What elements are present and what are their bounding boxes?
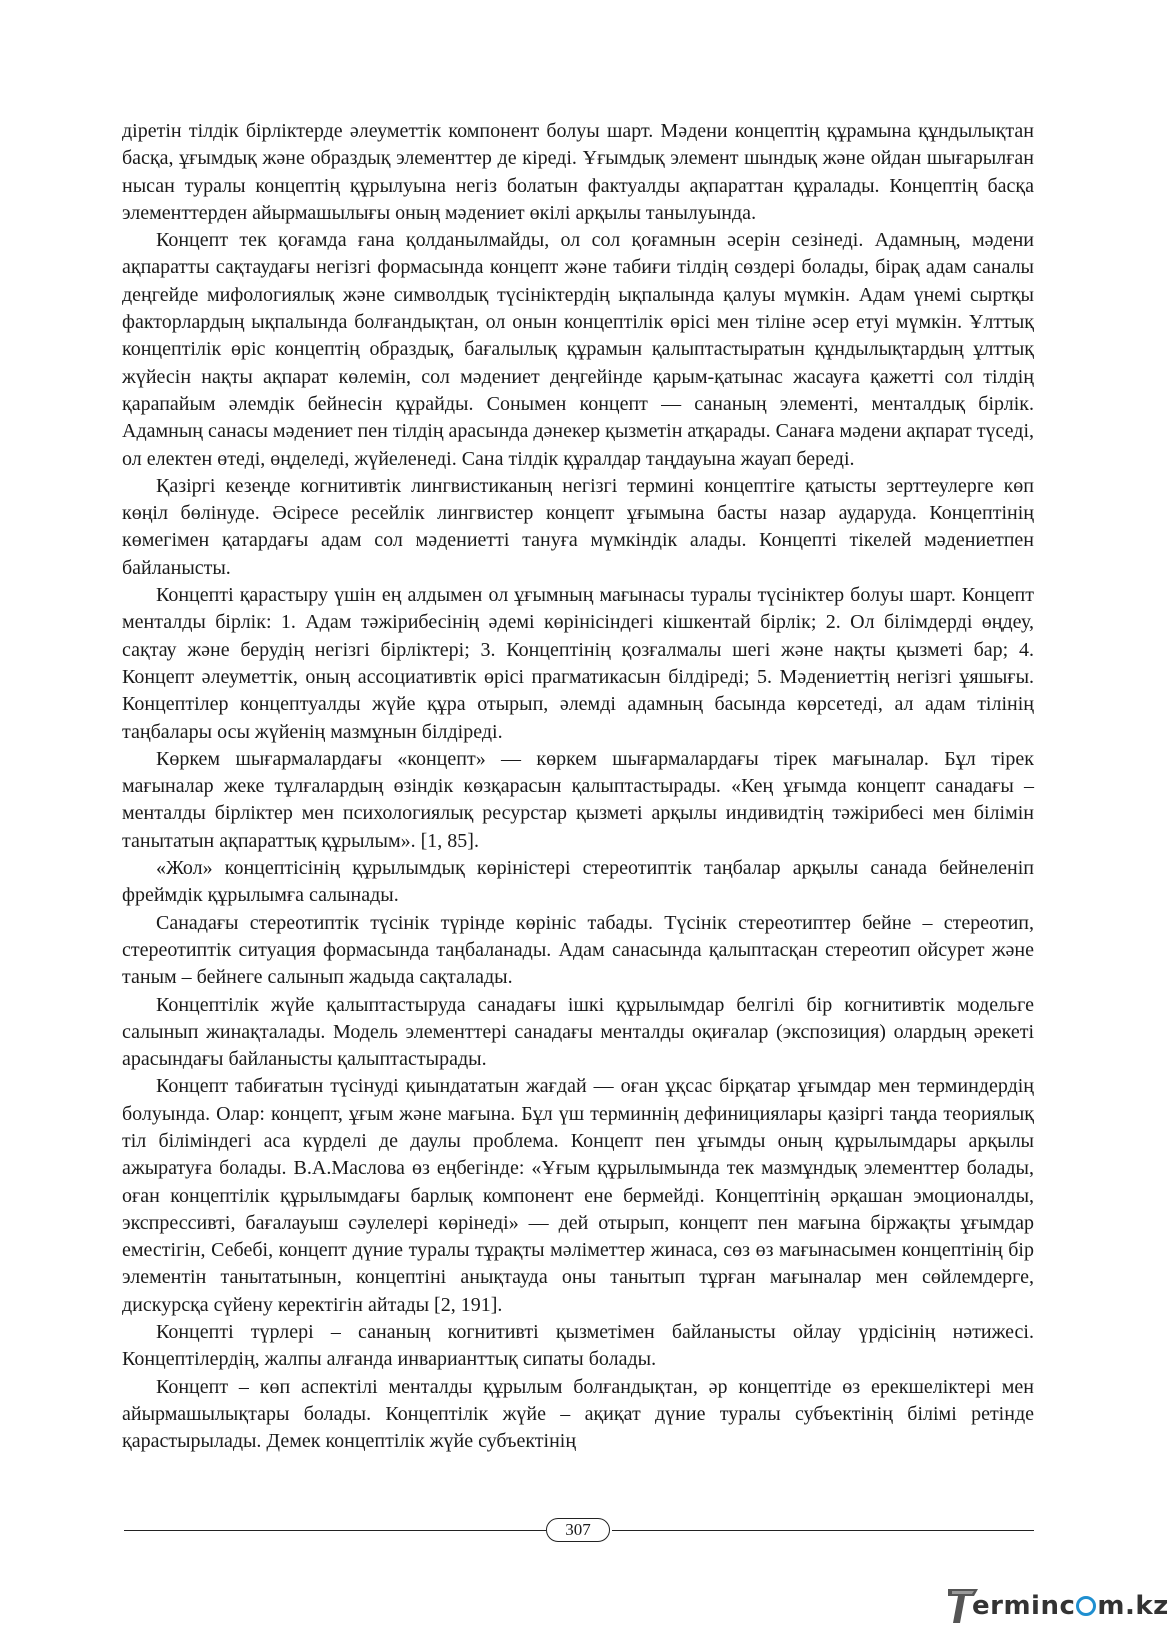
paragraph: Концептілік жүйе қалыптастыруда санадағы ішкі құрылымдар белгілі бір когнитивтік модельге салынып жинақталады. Модель элементтері санадағы менталды оқиғалар (экспозиция) олардың әрекеті арасындағы байланысты қалыптастырады. xyxy=(122,993,1034,1071)
paragraph: Көркем шығармалардағы «концепт» — көркем шығармалардағы тірек мағыналар. Бұл тірек мағыналар жеке тұлғалардың өзіндік көзқарасын қалыптастырады. «Кең ұғымда концепт санадағы – менталды бірліктер мен психологиялық ресурстар қызметі арқылы индивидтің тәжірибесі мен білімін танытатын ақпараттық құрылым». [1, 85]. xyxy=(122,747,1034,852)
page-number: 307 xyxy=(546,1518,610,1542)
paragraph: «Жол» концептісінің құрылымдық көріністері стереотиптік таңбалар арқылы санада бейнеленіп фреймдік құрылымға салынады. xyxy=(122,857,1034,907)
page-body xyxy=(122,118,1034,1456)
paragraph: Концепт табиғатын түсінуді қиындататын жағдай — оған ұқсас бірқатар ұғымдар мен терминдердің болуында. Олар: концепт, ұғым және мағына. Бұл үш терминнің дефинициялары қазіргі таңда теориялық тіл біліміндегі аса күрделі де даулы проблема. Концепт пен ұғымды оның құрылымдары арқылы ажыратуға болады. В.А.Маслова өз еңбегінде: «Ұғым құрылымында тек мазмұндық элементтер болады, оған концептілік құрылымдағы барлық компонент ене бермейді. Концептінің әрқашан эмоционалды, экспрессивті, бағалауыш сәулелері көрінеді» — дей отырып, концепт пен мағына біржақты ұғымдар еместігін, Себебі, концепт дүние туралы тұрақты мәліметтер жинаса, сөз өз мағынасымен концептінің бір элементін танытатынын, концептіні анықтауда оны танытып тұрған мағыналар мен сөйлемдерге, дискурсқа сүйену керектігін айтады [2, 191]. xyxy=(122,1075,1034,1316)
watermark-prefix: ermin xyxy=(972,1591,1060,1621)
watermark-o-ring-icon xyxy=(1076,1596,1096,1616)
paragraph: Концепті түрлері – сананың когнитивті қызметімен байланысты ойлау үрдісінің нәтижесі. Концептілердің, жалпы алғанда инварианттық сипаты болады. xyxy=(122,1321,1034,1371)
paragraph: Концепт – көп аспектілі менталды құрылым болғандықтан, әр концептіде өз ерекшеліктері мен айырмашылықтары болады. Концептілік жүйе – ақиқат дүние туралы субъектінің білімі ретінде қарастырылады. Демек концептілік жүйе субъектінің xyxy=(122,1375,1034,1453)
watermark-text xyxy=(972,1591,1169,1621)
paragraph: Қазіргі кезеңде когнитивтік лингвистиканың негізгі термині концептіге қатысты зерттеулерге көп көңіл бөлінуде. Әсіресе ресейлік лингвистер концепт ұғымына басты назар аударуда. Концептінің көмегімен қатардағы адам сол мәдениетті тануға мүмкіндік алады. Концепті тікелей мәдениетпен байланысты. xyxy=(122,474,1034,579)
termincom-watermark xyxy=(948,1585,1169,1627)
paragraph: Санадағы стереотиптік түсінік түрінде көрініс табады. Түсінік стереотиптер бейне – стереотип, стереотиптік ситуация формасында таңбаланады. Адам санасында қалыптасқан стереотип ойсурет және таным – бейнеге салынып жадыда сақталады. xyxy=(122,911,1034,989)
watermark-c: c xyxy=(1059,1591,1076,1621)
watermark-suffix: m.kz xyxy=(1097,1591,1169,1621)
paragraph: Концепті қарастыру үшін ең алдымен ол ұғымның мағынасы туралы түсініктер болуы шарт. Концепт менталды бірлік: 1. Адам тәжірибесінің әдемі көрінісіндегі кішкентай бірлік; 2. Ол білімдерді өңдеу, сақтау және берудің негізгі бірліктері; 3. Концептінің қозғалмалы шегі және нақты қызметі бар; 4. Концепт әлеуметтік, оның ассоциативтік өрісі прагматикасын білдіреді; 5. Мәдениеттің негізгі ұяшығы. Концептілер концептуалды жүйе құра отырып, әлемді адамның басында көрсетеді, ал адам тілінің таңбалары осы жүйенің мазмұнын білдіреді. xyxy=(122,584,1034,743)
paragraph: Концепт тек қоғамда ғана қолданылмайды, ол сол қоғамнын әсерін сезінеді. Адамның, мәдени ақпаратты сақтаудағы негізгі формасында концепт және табиғи тілдің сөздері болады, бірақ адам саналы деңгейде мифологиялық және символдық түсініктердің ықпалында қалуы мүмкін. Адам үнемі сыртқы факторлардың ықпалында болғандықтан, ол онын концептілік өрісі мен тіліне әсер етуі мүмкін. Ұлттық концептілік өріс концептің образдық, бағалылық құрамын қалыптастыратын құндылықтардың ұлттық жүйесін нақты ақпарат көлемін, сол мәдениет деңгейінде қарым-қатынас жасауға қажетті сол тілдің қарапайым әлемдік бейнесін құрайды. Сонымен концепт — сананың элементі, менталдық бірлік. Адамның санасы мәдениет пен тілдің арасында дәнекер қызметін атқарады. Санаға мәдени ақпарат түседі, ол електен өтеді, өңделеді, жүйеленеді. Сана тілдік құралдар таңдауына жауап береді. xyxy=(122,229,1034,470)
footer-rule-left xyxy=(124,1530,546,1531)
paragraph: діретін тілдік бірліктерде әлеуметтік компонент болуы шарт. Мәдени концептің құрамына құндылықтан басқа, ұғымдық және образдық элементтер де кіреді. Ұғымдық элемент шындық және ойдан шығарылған нысан туралы концептің құрылуына негіз болатын фактуалды ақпараттан құралады. Концептің басқа элементтерден айырмашылығы оның мәдениет өкілі арқылы танылуында. xyxy=(122,120,1034,224)
footer-rule-right xyxy=(612,1530,1034,1531)
